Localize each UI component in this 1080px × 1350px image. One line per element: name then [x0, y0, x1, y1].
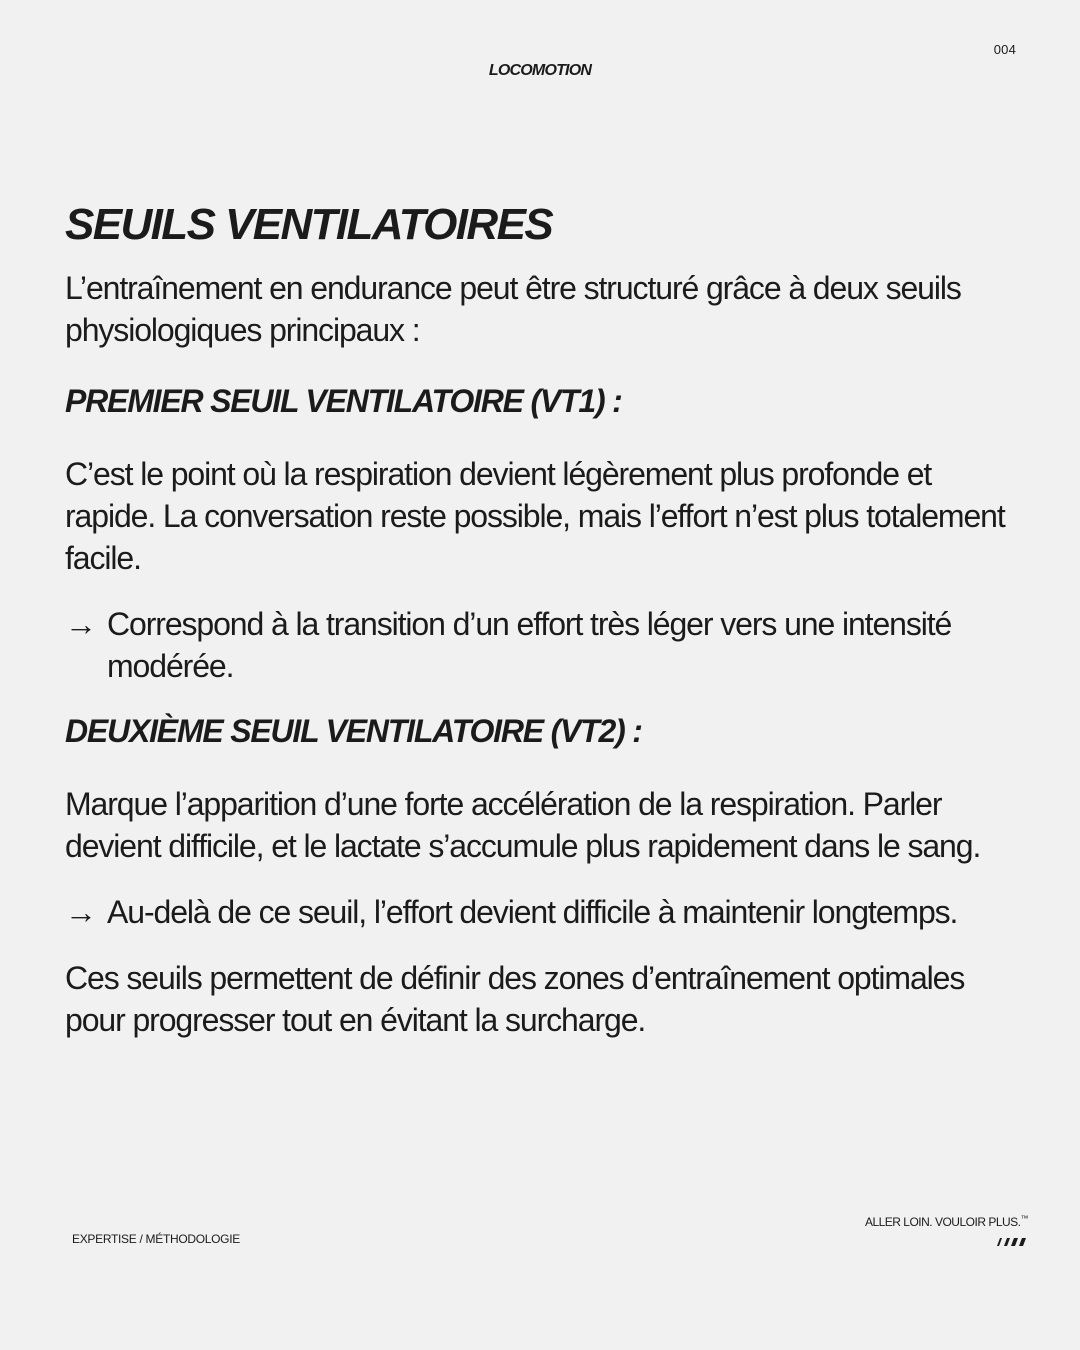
arrow-right-icon: → — [65, 606, 96, 642]
bullet-vt1 — [65, 603, 1015, 687]
tagline-text: ALLER LOIN. VOULOIR PLUS. — [864, 1215, 1021, 1229]
trademark-symbol: ™ — [1020, 1214, 1028, 1223]
bullet-text-vt1: Correspond à la transition d’un effort très léger vers une intensité modérée. — [107, 606, 952, 684]
brand-stripes-icon — [994, 1235, 1028, 1253]
section-heading-vt1: PREMIER SEUIL VENTILATOIRE (VT1) : — [65, 383, 622, 419]
footer-tagline — [865, 1214, 1028, 1229]
bullet-text-vt2: Au-delà de ce seuil, l’effort devient difficile à maintenir longtemps. — [107, 894, 958, 930]
brand-logo: LOCOMOTION — [488, 62, 592, 79]
arrow-right-icon: → — [65, 894, 96, 930]
footer-brand-block — [865, 1214, 1028, 1253]
section-body-vt2: Marque l’apparition d’une forte accélération de la respiration. Parler devient difficile, et le lactate s’accumule plus rapidement dans le sang. — [65, 786, 981, 864]
bullet-vt2 — [65, 891, 1015, 933]
section-body-vt1: C’est le point où la respiration devient légèrement plus profonde et rapide. La conversation reste possible, mais l’effort n’est plus totalement facile. — [65, 456, 1005, 576]
footer-category: EXPERTISE / MÉTHODOLOGIE — [72, 1232, 240, 1246]
page-title: SEUILS VENTILATOIRES — [65, 200, 553, 249]
main-content — [65, 195, 1015, 1041]
intro-paragraph: L’entraînement en endurance peut être structuré grâce à deux seuils physiologiques principaux : — [65, 270, 961, 348]
section-heading-vt2: DEUXIÈME SEUIL VENTILATOIRE (VT2) : — [65, 713, 642, 749]
conclusion-paragraph: Ces seuils permettent de définir des zones d’entraînement optimales pour progresser tout en évitant la surcharge. — [65, 960, 965, 1038]
page-number: 004 — [993, 42, 1016, 57]
